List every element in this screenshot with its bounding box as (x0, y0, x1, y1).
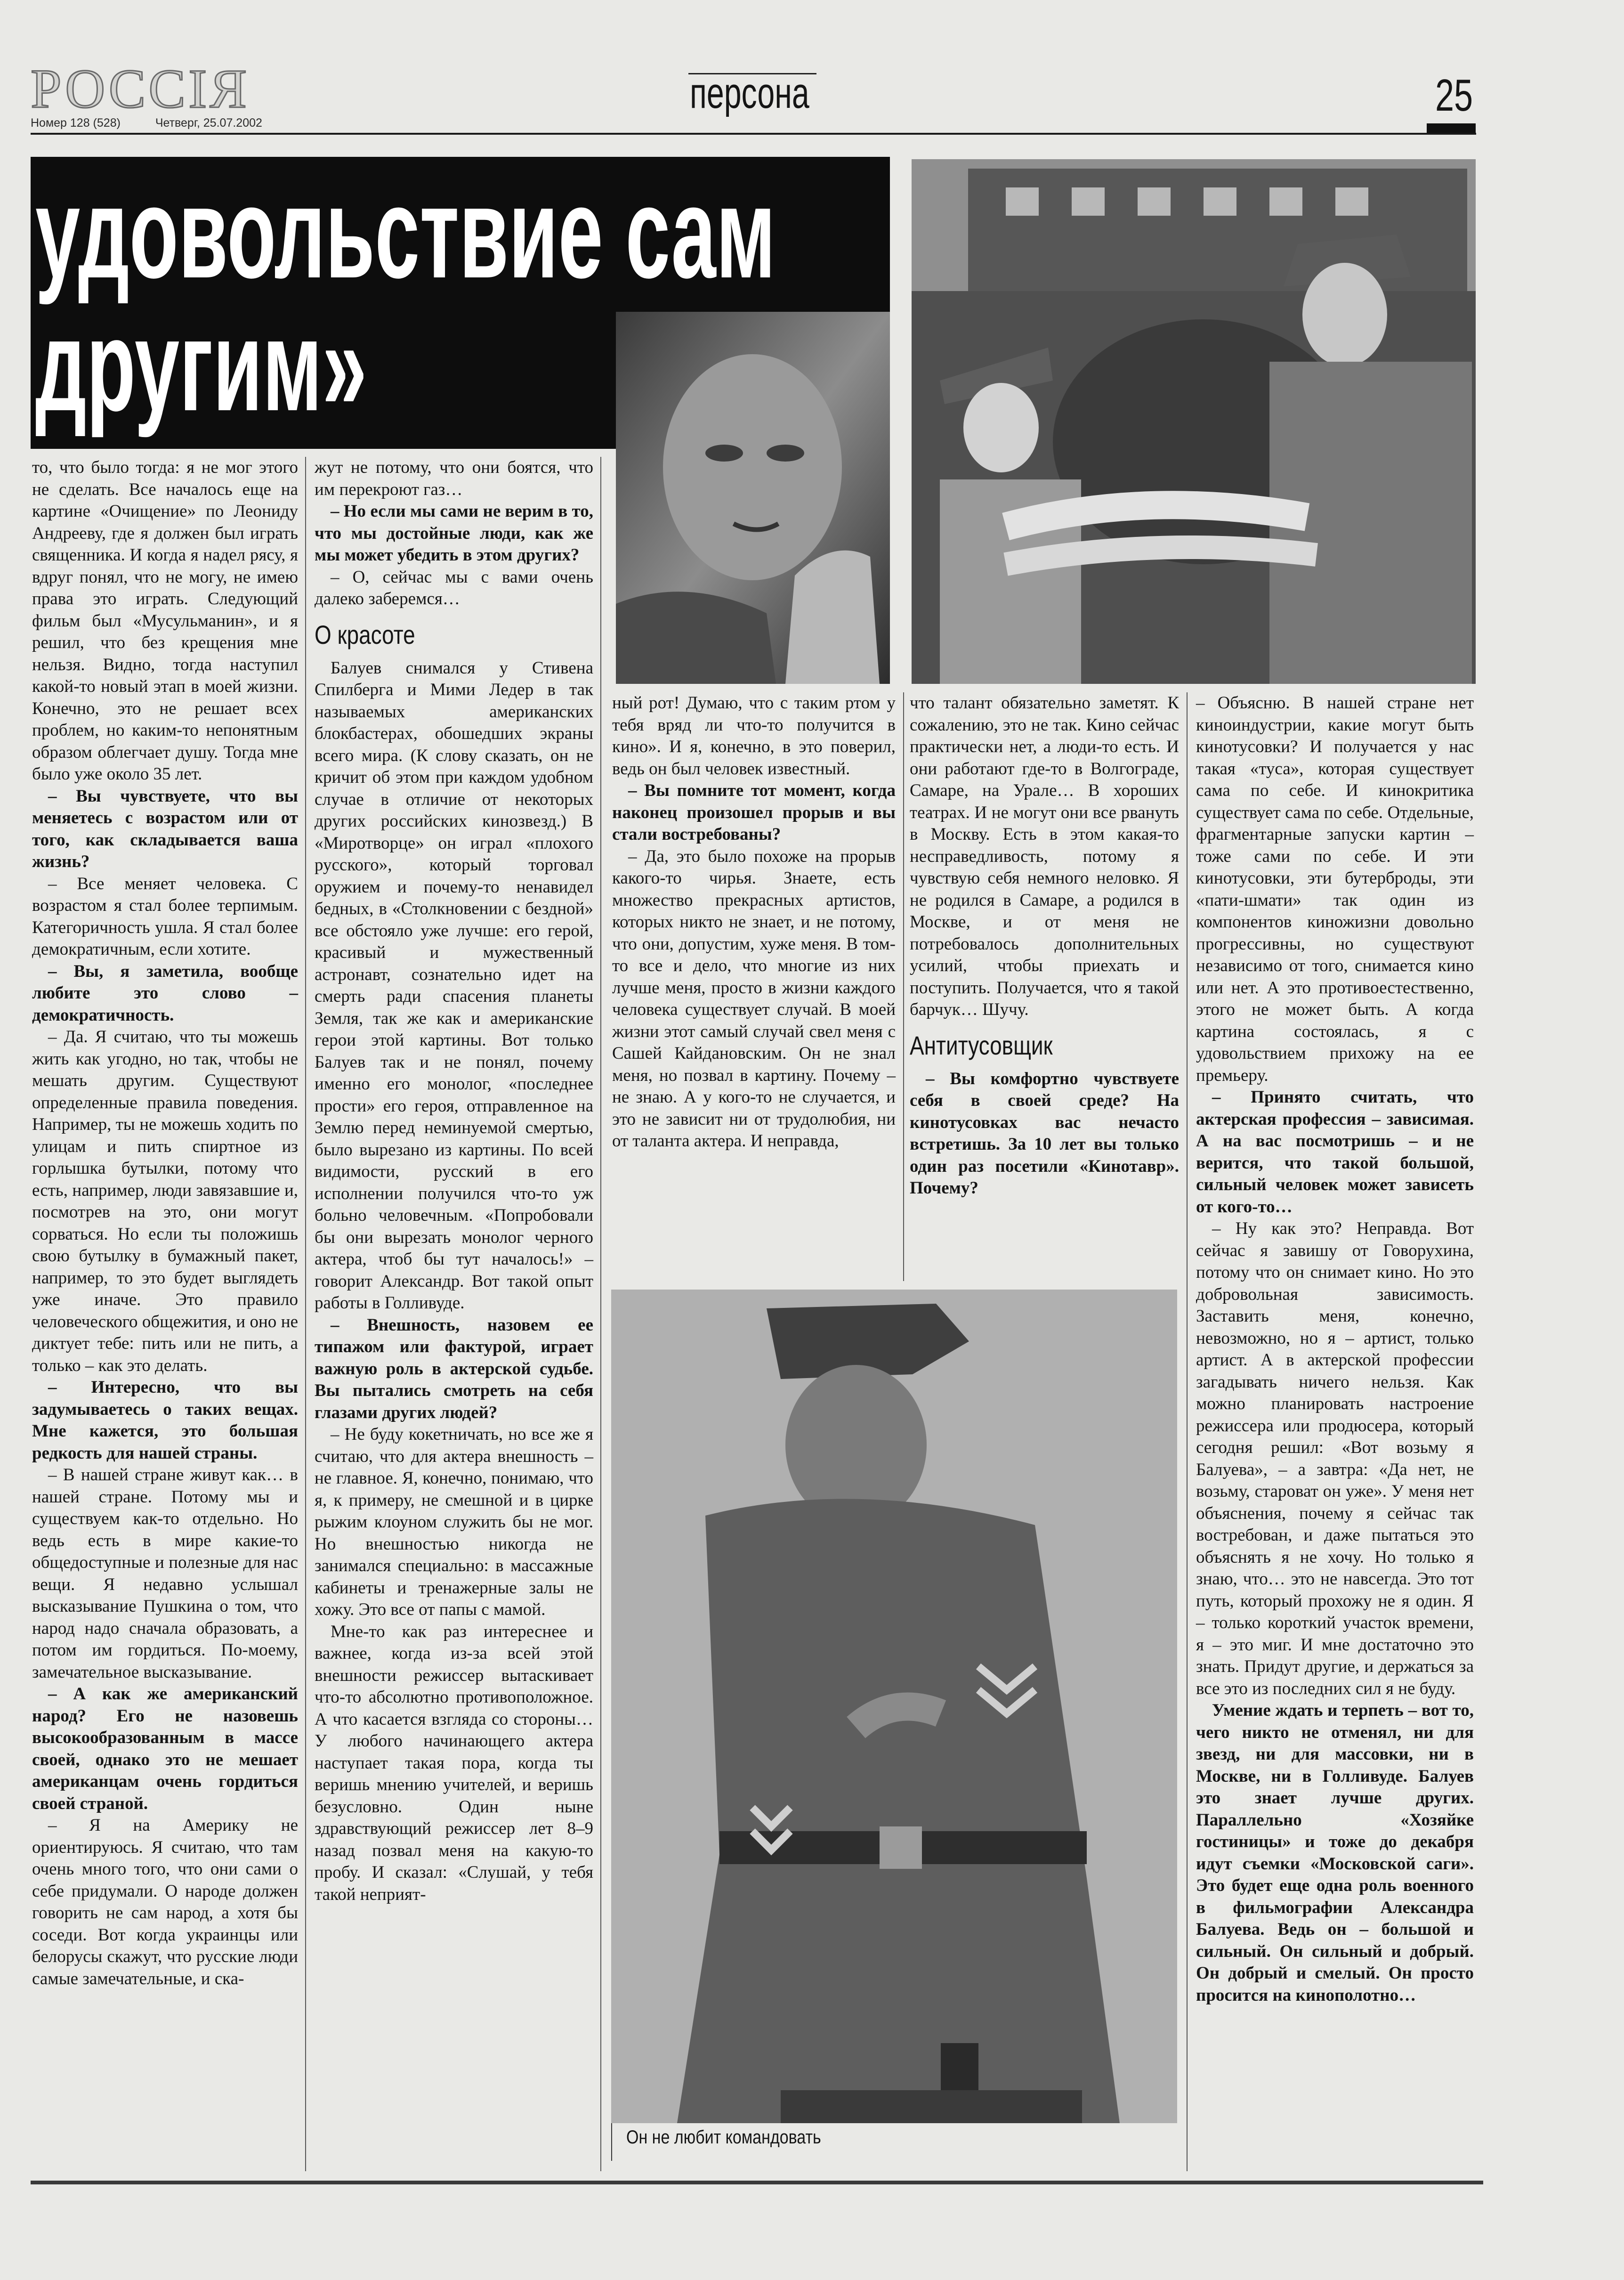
headline-line-1: удовольствие сам (35, 160, 776, 305)
interview-question: – Вы комфортно чувствуете себя в своей среде? На кинотусовках вас нечасто встретишь. За 10 лет вы только один раз посетили «Кинотавр». Почему? (910, 1069, 1179, 1198)
subheading: О красоте (315, 619, 415, 649)
portrait-photo (616, 312, 890, 684)
interview-question: – Вы, я заметила, вообще любите это слово – демократичность. (32, 961, 298, 1025)
interview-question: – Вы помните тот момент, когда наконец произошел прорыв и вы стали востребованы? (612, 781, 896, 844)
section-title: персона (690, 69, 809, 117)
paragraph: – Объясню. В нашей стране нет киноиндустрии, какие могут быть кинотусовки? И получается у нас такая «туса», которая существует сама по себе. И кинокритика существует сама по себе. Отдельные, фрагментарные запуски картин – тоже сами по себе. И эти кинотусовки, эти бутерброды, эти «пати-шмати» так один из компонентов киножизни довольно прогрессивны, но существуют независимо от того, снимается кино или нет. А это противоестественно, этого не может быть. А когда картина состоялась, я с удовольствием прихожу на ее премьеру. (1196, 693, 1474, 1085)
subheading: Антитусовщик (910, 1030, 1053, 1060)
paragraph: – В нашей стране живут как… в нашей стране. Потому мы и существуем как-то отдельно. Но ведь есть в мире какие-то общедоступные и полезные для нас вещи. Я недавно услышал высказывание Пушкина о том, что народ надо сначала образовать, а потом им гордиться. По-моему, замечательное высказывание. (32, 1465, 298, 1682)
paragraph: – Да, это было похоже на прорыв какого-то чирья. Знаете, есть множество прекрасных артистов, которых никто не знает, и не потому, что они, допустим, хуже меня. В том-то все и дело, что многие из них лучше меня, просто в жизни каждого человека существует случай. В моей жизни этот самый случай свел меня с Сашей Кайдановским. Он не знал меня, но позвал в картину. Почему – не знаю. А у кого-то не случается, и это не зависит ни от трудолюбия, ни от таланта актера. И неправда, (612, 846, 896, 1151)
interview-question: – Вы чувствуете, что вы меняетесь с возрастом или от того, как складывается ваша жизнь? (32, 786, 298, 871)
issue-number: Номер 128 (528) (31, 116, 121, 130)
column-rule-2 (600, 457, 601, 2171)
paragraph: то, что было тогда: я не мог этого не сделать. Все началось еще на картине «Очищение» по Леониду Андрееву, где я должен был играть священника. И когда я надел рясу, я вдруг понял, что не могу, не имею права это играть. Следующий фильм был «Мусульманин», и я решил, что без крещения мне нельзя. Видно, тогда наступил какой-то новый этап в моей жизни. Конечно, это не решает всех проблем, но каким-то непонятным образом облегчает душу. Тогда мне было уже около 35 лет. (32, 458, 298, 784)
article-column-4 (910, 692, 1179, 1200)
uniform-photo-top (912, 159, 1476, 684)
column-rule-1 (305, 457, 306, 2171)
article-column-5 (1196, 692, 1474, 2006)
interview-question: – Интересно, что вы задумываетесь о таких вещах. Мне кажется, это большая редкость для нашей страны. (32, 1378, 298, 1463)
article-column-1 (32, 457, 298, 1990)
masthead-logo: РОССIЯ (31, 58, 250, 120)
paragraph: Мне-то как раз интереснее и важнее, когда из-за всей этой внешности режиссер вытаскивает что-то абсолютно противоположное. А что касается взгляда со стороны… У любого начинающего актера наступает такая пора, когда ты веришь мнению учителей, и веришь безусловно. Один ныне здравствующий режиссер лет 8–9 назад позвал меня на какую-то пробу. И сказал: «Слушай, у тебя такой неприят- (315, 1622, 593, 1904)
headline-line-2: другим» (35, 293, 367, 438)
footer-rule (31, 2181, 1483, 2184)
paragraph: что талант обязательно заметят. К сожалению, это не так. Кино сейчас практически нет, а люди-то есть. И они работают где-то в Волгограде, Самаре, на Урале… В хороших театрах. И не могут они все рвануть в Москву. Есть в этом какая-то несправедливость, потому я чувствую себя немного неловко. Я не родился в Самаре, а родился в Москве, и от меня не потребовалось дополнительных усилий, чтобы приехать и поступить. Получается, что я такой барчук… Шучу. (910, 693, 1179, 1019)
paragraph: – Я на Америку не ориентируюсь. Я считаю, что там очень много того, что они сами о себе придумали. О народе должен говорить не сам народ, а хотя бы соседи. Вот когда украинцы или белорусы скажут, что русские люди самые замечательные, и ска- (32, 1816, 298, 1988)
interview-question: Умение ждать и терпеть – вот то, чего никто не отменял, ни для звезд, ни для массовки, ни в Москве, ни в Голливуде. Балуев это знает лучше других. Параллельно «Хозяйке гостиницы» и тоже до декабря идут съемки «Московской саги». Это будет еще одна роль военного в фильмографии Александра Балуева. Ведь он – большой и сильный. Он сильный и добрый. Он добрый и смелый. Он просто просится на кинополотно… (1196, 1701, 1474, 2005)
page-number: 25 (1435, 70, 1473, 121)
paragraph: – Не буду кокетничать, но все же я считаю, что для актера внешность – не главное. Я, конечно, понимаю, что я, к примеру, не смешной и в цирке рыжим клоуном служить бы не мог. Но внешностью никогда не занимался специально: в массажные кабинеты и тренажерные залы не хожу. Это все от папы с мамой. (315, 1425, 593, 1619)
paragraph: – Все меняет человека. С возрастом я стал более терпимым. Категоричность ушла. Я стал более демократичным, если хотите. (32, 874, 298, 959)
column-rule-3 (903, 692, 904, 1281)
paragraph: ный рот! Думаю, что с таким ртом у тебя вряд ли что-то получится в кино». И я, конечно, в это поверил, ведь он был человек известный. (612, 693, 896, 779)
header-rule (31, 133, 1476, 135)
paragraph: – Ну как это? Неправда. Вот сейчас я завишу от Говорухина, потому что он снимает кино. Но это добровольная зависимость. Заставить меня, конечно, невозможно, но я – артист, только артист. А в актерской профессии загадывать ничего нельзя. Как можно планировать настроение режиссера или продюсера, который сегодня решил: «Вот возьму я Балуева», – а завтра: «Да нет, не возьму, староват он уже». У меня нет объяснения, почему я сейчас так востребован, и даже пытаться это объяснять я не хочу. Но только я знаю, что… это не навсегда. Это тот путь, который прохожу не я один. Я – только короткий участок времени, я – это миг. И мне достаточно это знать. Придут другие, и держаться за все это из последних сил я не буду. (1196, 1219, 1474, 1698)
caption-rule (611, 2123, 612, 2161)
paragraph: жут не потому, что они боятся, что им перекроют газ… (315, 458, 593, 499)
issue-info (31, 116, 262, 130)
uniform-photo-main (611, 1290, 1177, 2123)
paragraph: – Да. Я считаю, что ты можешь жить как угодно, но так, чтобы не мешать другим. Существуют определенные правила поведения. Например, ты не можешь ходить по улицам и пить спиртное из горлышка бутылки, потому что есть, например, люди завязавшие и, посмотрев на это, они могут сорваться. Но если ты положишь свою бутылку в бумажный пакет, например, то это будет выглядеть уже иначе. Это правило человеческого общежития, и оно не диктует тебе: пить или не пить, а только – как это делать. (32, 1027, 298, 1375)
interview-question: – Но если мы сами не верим в то, что мы достойные люди, как же мы может убедить в этом других? (315, 502, 593, 565)
interview-question: – А как же американский народ? Его не назовешь высокообразованным в массе своей, однако это не мешает американцам очень гордиться своей страной. (32, 1684, 298, 1813)
column-rule-4 (1187, 692, 1188, 2171)
issue-date: Четверг, 25.07.2002 (155, 116, 262, 130)
headline (35, 160, 776, 438)
article-column-3 (612, 692, 896, 1152)
photo-caption: Он не любит командовать (626, 2127, 821, 2148)
interview-question: – Принято считать, что актерская профессия – зависимая. А на вас посмотришь – и не верится, что такой большой, сильный человек может зависеть от кого-то… (1196, 1087, 1474, 1217)
paragraph: Балуев снимался у Стивена Спилберга и Мими Ледер в так называемых американских блокбастерах, обошедших экраны всего мира. (К слову сказать, он не кричит об этом при каждом удобном случае в отличие от некоторых других российских кинозвезд.) В «Миротворце» он играл «плохого русского», который торговал оружием и почему-то ненавидел бедных, в «Столкновении с бездной» все обстояло уже лучше: его герой, красивый и мужественный астронавт, сознательно идет на смерть ради спасения планеты Земля, так же как и американские герои этой картины. Вот только Балуев так и не понял, почему именно его монолог, «последнее прости» его героя, отправленное на Землю перед неминуемой смертью, было вырезано из картины. По всей видимости, русский в его исполнении получился что-то уж больно человечным. «Попробовали бы они вырезать монолог черного актера, чтоб бы тут началось!» – говорит Александр. Вот такой опыт работы в Голливуде. (315, 658, 593, 1313)
interview-question: – Внешность, назовем ее типажом или фактурой, играет важную роль в актерской судьбе. Вы пытались смотреть на себя глазами других людей? (315, 1315, 593, 1422)
article-column-2 (315, 457, 593, 1906)
paragraph: – О, сейчас мы с вами очень далеко заберемся… (315, 567, 593, 609)
